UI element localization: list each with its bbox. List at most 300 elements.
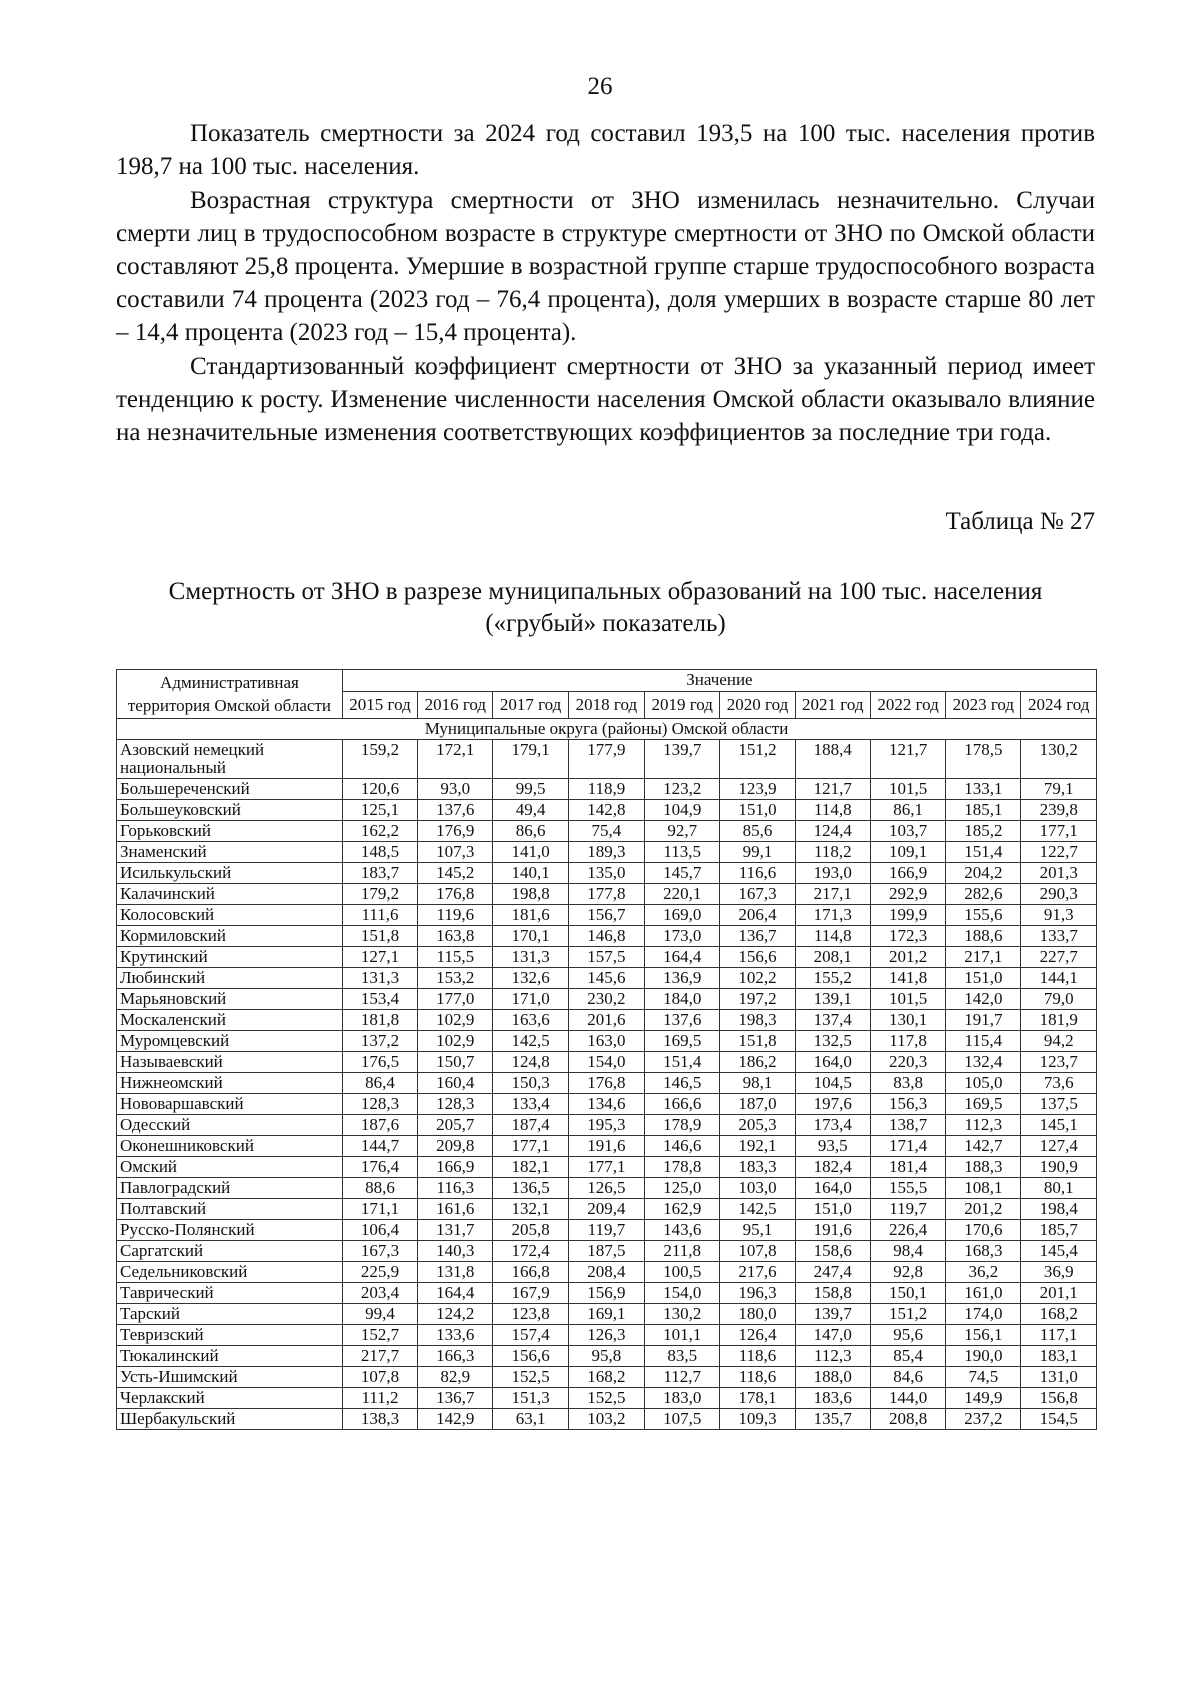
year-header: 2022 год bbox=[870, 691, 945, 718]
value-cell: 100,5 bbox=[645, 1262, 720, 1283]
value-cell: 132,5 bbox=[795, 1031, 870, 1052]
value-cell: 80,1 bbox=[1021, 1178, 1097, 1199]
value-cell: 225,9 bbox=[342, 1262, 417, 1283]
paragraph-age-structure: Возрастная структура смертности от ЗНО изменилась незначительно. Случаи смерти лиц в трудоспособном возрасте в структуре смертности от ЗНО по Омской области составляют 25,8 процента. Умершие в возрастной группе старше трудоспособного возраста составили 74 процента (2023 год – 76,4 процента), доля умерших в возрасте старше 80 лет – 14,4 процента (2023 год – 15,4 процента). bbox=[116, 187, 1095, 346]
value-cell: 131,0 bbox=[1021, 1367, 1097, 1388]
value-cell: 79,0 bbox=[1021, 989, 1097, 1010]
territory-name: Муромцевский bbox=[117, 1031, 343, 1052]
value-cell: 123,2 bbox=[645, 779, 720, 800]
value-cell: 150,3 bbox=[493, 1073, 568, 1094]
value-cell: 150,7 bbox=[418, 1052, 493, 1073]
territory-name: Большереченский bbox=[117, 779, 343, 800]
value-cell: 151,0 bbox=[795, 1199, 870, 1220]
year-header: 2021 год bbox=[795, 691, 870, 718]
value-cell: 95,6 bbox=[870, 1325, 945, 1346]
value-cell: 172,4 bbox=[493, 1241, 568, 1262]
table-row bbox=[117, 1073, 1097, 1094]
value-cell: 169,5 bbox=[946, 1094, 1021, 1115]
value-cell: 239,8 bbox=[1021, 800, 1097, 821]
value-cell: 135,0 bbox=[568, 863, 644, 884]
value-cell: 151,2 bbox=[720, 740, 795, 779]
value-cell: 183,7 bbox=[342, 863, 417, 884]
table-row bbox=[117, 800, 1097, 821]
value-cell: 145,6 bbox=[568, 968, 644, 989]
value-cell: 142,0 bbox=[946, 989, 1021, 1010]
value-cell: 103,2 bbox=[568, 1409, 644, 1430]
value-cell: 177,0 bbox=[418, 989, 493, 1010]
value-cell: 82,9 bbox=[418, 1367, 493, 1388]
value-cell: 144,1 bbox=[1021, 968, 1097, 989]
territory-name: Кормиловский bbox=[117, 926, 343, 947]
value-cell: 121,7 bbox=[870, 740, 945, 779]
value-cell: 142,5 bbox=[493, 1031, 568, 1052]
table-row bbox=[117, 1409, 1097, 1430]
value-cell: 164,0 bbox=[795, 1052, 870, 1073]
value-cell: 166,3 bbox=[418, 1346, 493, 1367]
value-cell: 172,1 bbox=[418, 740, 493, 779]
value-cell: 187,4 bbox=[493, 1115, 568, 1136]
value-cell: 79,1 bbox=[1021, 779, 1097, 800]
value-cell: 119,6 bbox=[418, 905, 493, 926]
value-cell: 157,5 bbox=[568, 947, 644, 968]
territory-name: Таврический bbox=[117, 1283, 343, 1304]
value-cell: 182,4 bbox=[795, 1157, 870, 1178]
value-cell: 102,2 bbox=[720, 968, 795, 989]
value-cell: 133,7 bbox=[1021, 926, 1097, 947]
value-cell: 154,5 bbox=[1021, 1409, 1097, 1430]
value-cell: 138,3 bbox=[342, 1409, 417, 1430]
value-cell: 176,8 bbox=[418, 884, 493, 905]
value-cell: 195,3 bbox=[568, 1115, 644, 1136]
value-cell: 73,6 bbox=[1021, 1073, 1097, 1094]
value-cell: 134,6 bbox=[568, 1094, 644, 1115]
value-cell: 151,4 bbox=[946, 842, 1021, 863]
value-cell: 108,1 bbox=[946, 1178, 1021, 1199]
value-cell: 217,1 bbox=[795, 884, 870, 905]
value-cell: 209,4 bbox=[568, 1199, 644, 1220]
value-cell: 168,3 bbox=[946, 1241, 1021, 1262]
value-cell: 63,1 bbox=[493, 1409, 568, 1430]
value-cell: 136,9 bbox=[645, 968, 720, 989]
value-cell: 138,7 bbox=[870, 1115, 945, 1136]
value-cell: 118,9 bbox=[568, 779, 644, 800]
value-cell: 111,6 bbox=[342, 905, 417, 926]
value-cell: 164,4 bbox=[645, 947, 720, 968]
value-cell: 139,7 bbox=[645, 740, 720, 779]
group-row bbox=[117, 719, 1097, 740]
value-cell: 174,0 bbox=[946, 1304, 1021, 1325]
territory-name: Крутинский bbox=[117, 947, 343, 968]
value-cell: 292,9 bbox=[870, 884, 945, 905]
value-cell: 176,8 bbox=[568, 1073, 644, 1094]
territory-name: Павлоградский bbox=[117, 1178, 343, 1199]
value-cell: 132,1 bbox=[493, 1199, 568, 1220]
value-cell: 91,3 bbox=[1021, 905, 1097, 926]
value-cell: 177,1 bbox=[1021, 821, 1097, 842]
territory-name: Знаменский bbox=[117, 842, 343, 863]
territory-name: Саргатский bbox=[117, 1241, 343, 1262]
value-cell: 187,0 bbox=[720, 1094, 795, 1115]
territory-name: Горьковский bbox=[117, 821, 343, 842]
value-cell: 131,3 bbox=[342, 968, 417, 989]
value-cell: 83,8 bbox=[870, 1073, 945, 1094]
value-cell: 114,8 bbox=[795, 800, 870, 821]
value-cell: 148,5 bbox=[342, 842, 417, 863]
page-number: 26 bbox=[587, 73, 613, 100]
value-cell: 166,9 bbox=[418, 1157, 493, 1178]
value-cell: 115,4 bbox=[946, 1031, 1021, 1052]
value-cell: 205,3 bbox=[720, 1115, 795, 1136]
value-cell: 169,5 bbox=[645, 1031, 720, 1052]
value-cell: 178,1 bbox=[720, 1388, 795, 1409]
value-cell: 115,5 bbox=[418, 947, 493, 968]
value-cell: 170,1 bbox=[493, 926, 568, 947]
value-cell: 156,9 bbox=[568, 1283, 644, 1304]
value-cell: 171,4 bbox=[870, 1136, 945, 1157]
value-cell: 197,2 bbox=[720, 989, 795, 1010]
table-row bbox=[117, 1283, 1097, 1304]
value-cell: 178,9 bbox=[645, 1115, 720, 1136]
value-cell: 156,6 bbox=[493, 1346, 568, 1367]
table-header bbox=[117, 670, 1097, 719]
value-cell: 145,7 bbox=[645, 863, 720, 884]
value-cell: 145,4 bbox=[1021, 1241, 1097, 1262]
value-cell: 119,7 bbox=[870, 1199, 945, 1220]
value-cell: 112,3 bbox=[795, 1346, 870, 1367]
value-cell: 167,3 bbox=[342, 1241, 417, 1262]
value-cell: 196,3 bbox=[720, 1283, 795, 1304]
value-cell: 198,4 bbox=[1021, 1199, 1097, 1220]
value-cell: 107,3 bbox=[418, 842, 493, 863]
value-cell: 198,8 bbox=[493, 884, 568, 905]
table-body bbox=[117, 719, 1097, 1430]
value-cell: 183,0 bbox=[645, 1388, 720, 1409]
value-cell: 206,4 bbox=[720, 905, 795, 926]
value-cell: 201,3 bbox=[1021, 863, 1097, 884]
value-cell: 171,1 bbox=[342, 1199, 417, 1220]
value-cell: 140,3 bbox=[418, 1241, 493, 1262]
value-cell: 122,7 bbox=[1021, 842, 1097, 863]
value-cell: 220,3 bbox=[870, 1052, 945, 1073]
value-cell: 181,6 bbox=[493, 905, 568, 926]
value-cell: 163,6 bbox=[493, 1010, 568, 1031]
table-row bbox=[117, 989, 1097, 1010]
value-cell: 171,0 bbox=[493, 989, 568, 1010]
value-cell: 201,1 bbox=[1021, 1283, 1097, 1304]
value-cell: 163,0 bbox=[568, 1031, 644, 1052]
value-cell: 197,6 bbox=[795, 1094, 870, 1115]
value-cell: 208,4 bbox=[568, 1262, 644, 1283]
value-cell: 116,3 bbox=[418, 1178, 493, 1199]
territory-name: Тевризский bbox=[117, 1325, 343, 1346]
value-cell: 109,1 bbox=[870, 842, 945, 863]
table-row bbox=[117, 1325, 1097, 1346]
value-cell: 117,1 bbox=[1021, 1325, 1097, 1346]
table-row bbox=[117, 1115, 1097, 1136]
value-cell: 109,3 bbox=[720, 1409, 795, 1430]
value-cell: 154,0 bbox=[568, 1052, 644, 1073]
value-cell: 151,8 bbox=[342, 926, 417, 947]
value-cell: 116,6 bbox=[720, 863, 795, 884]
value-cell: 155,5 bbox=[870, 1178, 945, 1199]
table-row bbox=[117, 1262, 1097, 1283]
value-cell: 144,7 bbox=[342, 1136, 417, 1157]
value-cell: 146,5 bbox=[645, 1073, 720, 1094]
value-cell: 124,4 bbox=[795, 821, 870, 842]
value-cell: 163,8 bbox=[418, 926, 493, 947]
value-cell: 98,1 bbox=[720, 1073, 795, 1094]
value-cell: 93,5 bbox=[795, 1136, 870, 1157]
value-cell: 191,6 bbox=[795, 1220, 870, 1241]
value-cell: 187,5 bbox=[568, 1241, 644, 1262]
value-cell: 176,9 bbox=[418, 821, 493, 842]
value-cell: 176,4 bbox=[342, 1157, 417, 1178]
value-cell: 211,8 bbox=[645, 1241, 720, 1262]
territory-name: Любинский bbox=[117, 968, 343, 989]
value-cell: 36,2 bbox=[946, 1262, 1021, 1283]
table-row bbox=[117, 863, 1097, 884]
table-row bbox=[117, 842, 1097, 863]
value-cell: 217,6 bbox=[720, 1262, 795, 1283]
value-cell: 153,4 bbox=[342, 989, 417, 1010]
table-row bbox=[117, 1010, 1097, 1031]
territory-name: Шербакульский bbox=[117, 1409, 343, 1430]
value-cell: 98,4 bbox=[870, 1241, 945, 1262]
value-cell: 118,6 bbox=[720, 1346, 795, 1367]
paragraph-standardized-coefficient: Стандартизованный коэффициент смертности от ЗНО за указанный период имеет тенденцию к росту. Изменение численности населения Омской области оказывало влияние на незначительные изменения соответствующих коэффициентов за последние три года. bbox=[116, 353, 1095, 446]
table-row bbox=[117, 740, 1097, 779]
territory-name: Одесский bbox=[117, 1115, 343, 1136]
value-cell: 111,2 bbox=[342, 1388, 417, 1409]
value-cell: 128,3 bbox=[418, 1094, 493, 1115]
value-cell: 173,4 bbox=[795, 1115, 870, 1136]
value-cell: 183,6 bbox=[795, 1388, 870, 1409]
value-column-header: Значение bbox=[342, 670, 1096, 692]
table-row bbox=[117, 1157, 1097, 1178]
value-cell: 201,6 bbox=[568, 1010, 644, 1031]
value-cell: 151,2 bbox=[870, 1304, 945, 1325]
year-header: 2019 год bbox=[645, 691, 720, 718]
value-cell: 181,8 bbox=[342, 1010, 417, 1031]
value-cell: 118,2 bbox=[795, 842, 870, 863]
year-header: 2017 год bbox=[493, 691, 568, 718]
value-cell: 145,2 bbox=[418, 863, 493, 884]
table-row bbox=[117, 905, 1097, 926]
value-cell: 181,9 bbox=[1021, 1010, 1097, 1031]
value-cell: 137,2 bbox=[342, 1031, 417, 1052]
value-cell: 156,7 bbox=[568, 905, 644, 926]
value-cell: 104,9 bbox=[645, 800, 720, 821]
value-cell: 208,8 bbox=[870, 1409, 945, 1430]
value-cell: 124,8 bbox=[493, 1052, 568, 1073]
value-cell: 85,4 bbox=[870, 1346, 945, 1367]
value-cell: 99,1 bbox=[720, 842, 795, 863]
value-cell: 131,7 bbox=[418, 1220, 493, 1241]
value-cell: 136,7 bbox=[418, 1388, 493, 1409]
value-cell: 177,8 bbox=[568, 884, 644, 905]
value-cell: 113,5 bbox=[645, 842, 720, 863]
territory-name: Русско-Полянский bbox=[117, 1220, 343, 1241]
value-cell: 173,0 bbox=[645, 926, 720, 947]
value-cell: 99,5 bbox=[493, 779, 568, 800]
table-title-line-1: Смертность от ЗНО в разрезе муниципальных образований на 100 тыс. населения bbox=[168, 578, 1043, 605]
value-cell: 133,4 bbox=[493, 1094, 568, 1115]
value-cell: 204,2 bbox=[946, 863, 1021, 884]
territory-name: Большеуковский bbox=[117, 800, 343, 821]
value-cell: 86,6 bbox=[493, 821, 568, 842]
value-cell: 102,9 bbox=[418, 1031, 493, 1052]
table-row bbox=[117, 1388, 1097, 1409]
value-cell: 183,3 bbox=[720, 1157, 795, 1178]
value-cell: 192,1 bbox=[720, 1136, 795, 1157]
value-cell: 183,1 bbox=[1021, 1346, 1097, 1367]
value-cell: 101,1 bbox=[645, 1325, 720, 1346]
value-cell: 159,2 bbox=[342, 740, 417, 779]
territory-name: Тюкалинский bbox=[117, 1346, 343, 1367]
value-cell: 182,1 bbox=[493, 1157, 568, 1178]
year-header: 2015 год bbox=[342, 691, 417, 718]
value-cell: 167,3 bbox=[720, 884, 795, 905]
value-cell: 132,6 bbox=[493, 968, 568, 989]
territory-name: Нижнеомский bbox=[117, 1073, 343, 1094]
value-cell: 139,1 bbox=[795, 989, 870, 1010]
year-header: 2024 год bbox=[1021, 691, 1097, 718]
value-cell: 226,4 bbox=[870, 1220, 945, 1241]
value-cell: 107,8 bbox=[342, 1367, 417, 1388]
territory-name: Колосовский bbox=[117, 905, 343, 926]
value-cell: 127,4 bbox=[1021, 1136, 1097, 1157]
value-cell: 130,2 bbox=[645, 1304, 720, 1325]
value-cell: 86,1 bbox=[870, 800, 945, 821]
table-row bbox=[117, 1094, 1097, 1115]
table-row bbox=[117, 1052, 1097, 1073]
value-cell: 187,6 bbox=[342, 1115, 417, 1136]
table-row bbox=[117, 947, 1097, 968]
value-cell: 142,8 bbox=[568, 800, 644, 821]
value-cell: 179,1 bbox=[493, 740, 568, 779]
territory-name: Называевский bbox=[117, 1052, 343, 1073]
value-cell: 290,3 bbox=[1021, 884, 1097, 905]
value-cell: 95,1 bbox=[720, 1220, 795, 1241]
value-cell: 151,0 bbox=[946, 968, 1021, 989]
value-cell: 99,4 bbox=[342, 1304, 417, 1325]
value-cell: 124,2 bbox=[418, 1304, 493, 1325]
value-cell: 137,6 bbox=[645, 1010, 720, 1031]
value-cell: 161,6 bbox=[418, 1199, 493, 1220]
value-cell: 126,4 bbox=[720, 1325, 795, 1346]
value-cell: 166,6 bbox=[645, 1094, 720, 1115]
table-row bbox=[117, 821, 1097, 842]
table-row bbox=[117, 779, 1097, 800]
value-cell: 171,3 bbox=[795, 905, 870, 926]
value-cell: 142,5 bbox=[720, 1199, 795, 1220]
territory-name: Оконешниковский bbox=[117, 1136, 343, 1157]
value-cell: 230,2 bbox=[568, 989, 644, 1010]
value-cell: 191,6 bbox=[568, 1136, 644, 1157]
value-cell: 117,8 bbox=[870, 1031, 945, 1052]
value-cell: 102,9 bbox=[418, 1010, 493, 1031]
table-row bbox=[117, 1178, 1097, 1199]
value-cell: 114,8 bbox=[795, 926, 870, 947]
value-cell: 193,0 bbox=[795, 863, 870, 884]
value-cell: 92,8 bbox=[870, 1262, 945, 1283]
value-cell: 162,9 bbox=[645, 1199, 720, 1220]
value-cell: 137,4 bbox=[795, 1010, 870, 1031]
value-cell: 125,0 bbox=[645, 1178, 720, 1199]
value-cell: 151,3 bbox=[493, 1388, 568, 1409]
value-cell: 181,4 bbox=[870, 1157, 945, 1178]
value-cell: 158,6 bbox=[795, 1241, 870, 1262]
value-cell: 94,2 bbox=[1021, 1031, 1097, 1052]
value-cell: 92,7 bbox=[645, 821, 720, 842]
value-cell: 152,5 bbox=[568, 1388, 644, 1409]
value-cell: 172,3 bbox=[870, 926, 945, 947]
value-cell: 169,1 bbox=[568, 1304, 644, 1325]
value-cell: 205,8 bbox=[493, 1220, 568, 1241]
value-cell: 158,8 bbox=[795, 1283, 870, 1304]
value-cell: 137,6 bbox=[418, 800, 493, 821]
value-cell: 164,0 bbox=[795, 1178, 870, 1199]
value-cell: 169,0 bbox=[645, 905, 720, 926]
value-cell: 93,0 bbox=[418, 779, 493, 800]
value-cell: 160,4 bbox=[418, 1073, 493, 1094]
value-cell: 131,3 bbox=[493, 947, 568, 968]
territory-name: Нововаршавский bbox=[117, 1094, 343, 1115]
year-header: 2018 год bbox=[568, 691, 644, 718]
value-cell: 168,2 bbox=[568, 1367, 644, 1388]
value-cell: 83,5 bbox=[645, 1346, 720, 1367]
value-cell: 176,5 bbox=[342, 1052, 417, 1073]
territory-name: Тарский bbox=[117, 1304, 343, 1325]
value-cell: 127,1 bbox=[342, 947, 417, 968]
value-cell: 131,8 bbox=[418, 1262, 493, 1283]
value-cell: 186,2 bbox=[720, 1052, 795, 1073]
value-cell: 121,7 bbox=[795, 779, 870, 800]
value-cell: 101,5 bbox=[870, 779, 945, 800]
value-cell: 101,5 bbox=[870, 989, 945, 1010]
value-cell: 156,6 bbox=[720, 947, 795, 968]
value-cell: 106,4 bbox=[342, 1220, 417, 1241]
territory-name: Омский bbox=[117, 1157, 343, 1178]
value-cell: 162,2 bbox=[342, 821, 417, 842]
value-cell: 201,2 bbox=[870, 947, 945, 968]
mortality-table bbox=[116, 669, 1097, 1430]
value-cell: 49,4 bbox=[493, 800, 568, 821]
value-cell: 177,1 bbox=[568, 1157, 644, 1178]
territory-name: Марьяновский bbox=[117, 989, 343, 1010]
value-cell: 180,0 bbox=[720, 1304, 795, 1325]
value-cell: 75,4 bbox=[568, 821, 644, 842]
value-cell: 151,4 bbox=[645, 1052, 720, 1073]
value-cell: 104,5 bbox=[795, 1073, 870, 1094]
value-cell: 164,4 bbox=[418, 1283, 493, 1304]
value-cell: 227,7 bbox=[1021, 947, 1097, 968]
value-cell: 123,8 bbox=[493, 1304, 568, 1325]
value-cell: 74,5 bbox=[946, 1367, 1021, 1388]
value-cell: 188,6 bbox=[946, 926, 1021, 947]
value-cell: 112,3 bbox=[946, 1115, 1021, 1136]
value-cell: 142,7 bbox=[946, 1136, 1021, 1157]
value-cell: 191,7 bbox=[946, 1010, 1021, 1031]
value-cell: 86,4 bbox=[342, 1073, 417, 1094]
table-row bbox=[117, 1367, 1097, 1388]
value-cell: 136,7 bbox=[720, 926, 795, 947]
value-cell: 107,8 bbox=[720, 1241, 795, 1262]
territory-name: Усть-Ишимский bbox=[117, 1367, 343, 1388]
territory-name: Черлакский bbox=[117, 1388, 343, 1409]
value-cell: 209,8 bbox=[418, 1136, 493, 1157]
value-cell: 84,6 bbox=[870, 1367, 945, 1388]
